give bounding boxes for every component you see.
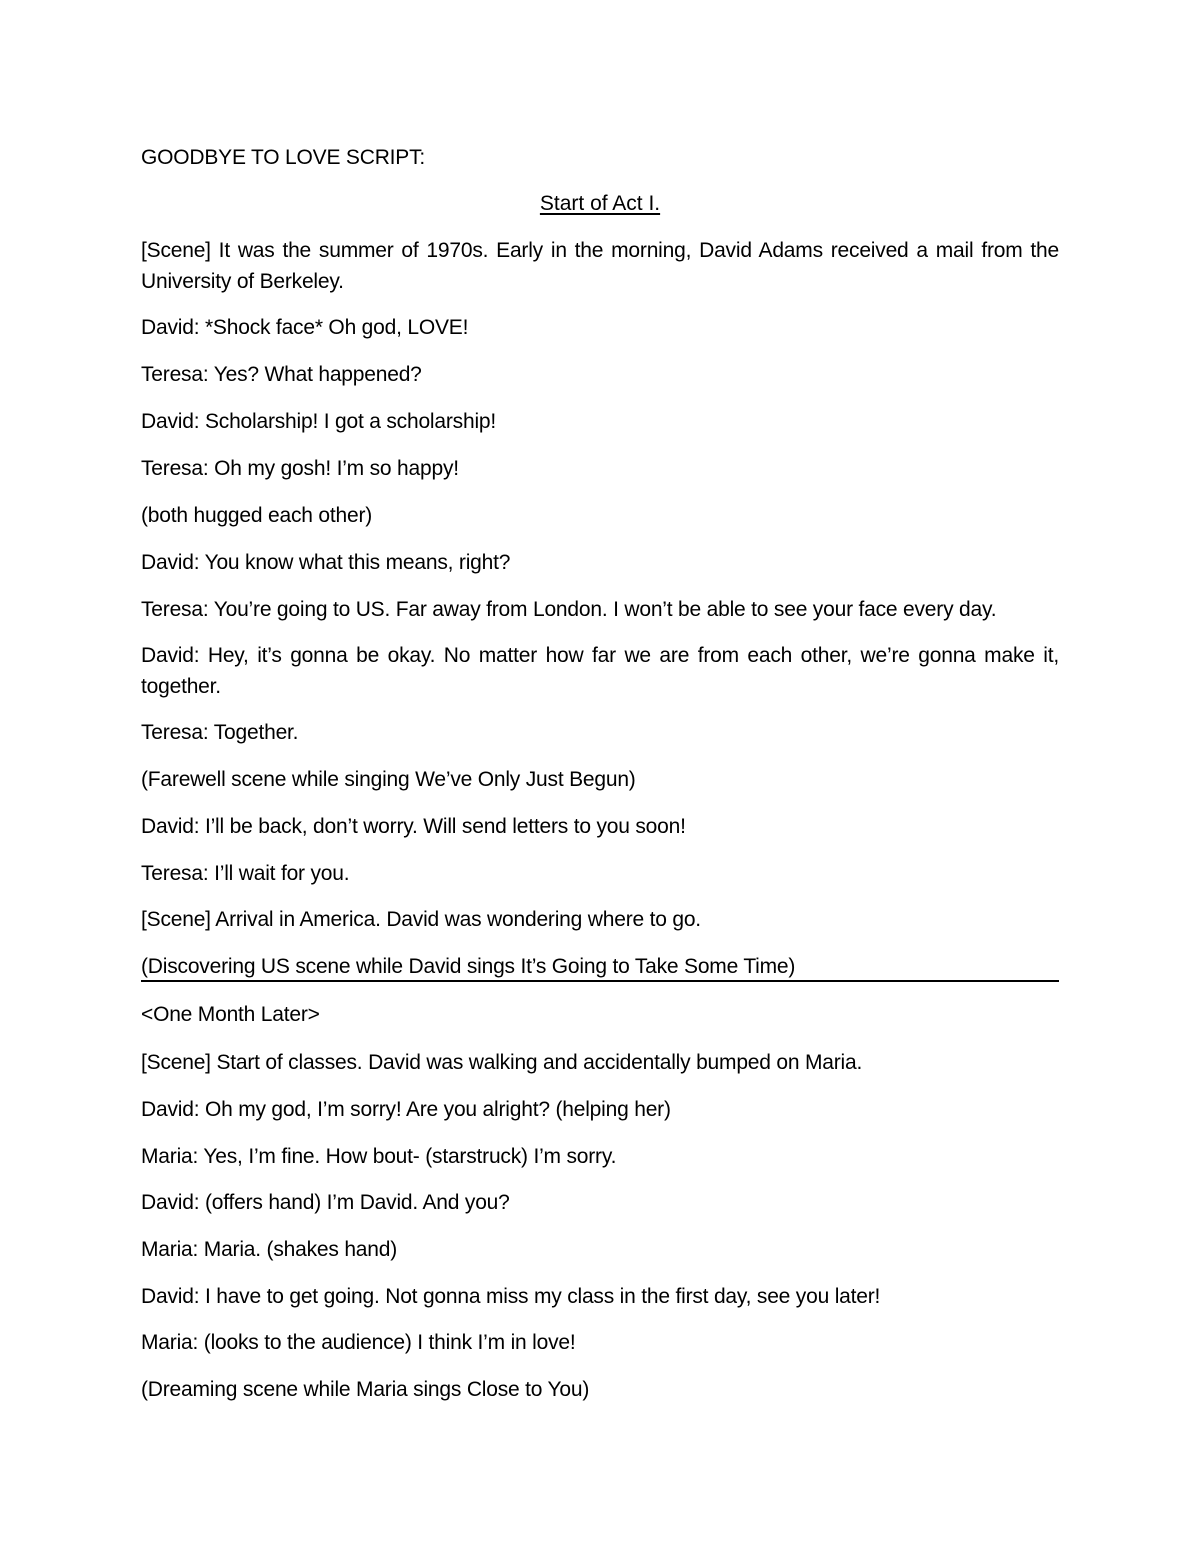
script-line: Teresa: You’re going to US. Far away from London. I won’t be able to see your face every day. [141,598,997,621]
script-line: David: Hey, it’s gonna be okay. No matter how far we are from each other, we’re gonna make it, together. [141,644,1059,698]
section-divider [141,980,1059,982]
script-line: Maria: Maria. (shakes hand) [141,1238,398,1261]
stage-direction: (Discovering US scene while David sings It’s Going to Take Some Time) [141,955,796,978]
time-marker: <One Month Later> [141,1003,320,1026]
document-title: GOODBYE TO LOVE SCRIPT: [141,146,426,169]
script-line: Teresa: I’ll wait for you. [141,862,350,885]
stage-direction: (Dreaming scene while Maria sings Close to You) [141,1378,590,1401]
scene-line: [Scene] Arrival in America. David was wondering where to go. [141,908,701,931]
script-line: Teresa: Oh my gosh! I’m so happy! [141,457,459,480]
script-line: Maria: Yes, I’m fine. How bout- (starstruck) I’m sorry. [141,1145,617,1168]
script-line: David: You know what this means, right? [141,551,511,574]
script-line: David: (offers hand) I’m David. And you? [141,1191,510,1214]
script-line: David: *Shock face* Oh god, LOVE! [141,316,469,339]
act-heading: Start of Act I. [539,192,661,215]
stage-direction: (Farewell scene while singing We’ve Only Just Begun) [141,768,636,791]
script-line: Teresa: Together. [141,721,299,744]
script-line: David: I have to get going. Not gonna miss my class in the first day, see you later! [141,1285,881,1308]
stage-direction: (both hugged each other) [141,504,373,527]
script-line: David: Oh my god, I’m sorry! Are you alright? (helping her) [141,1098,671,1121]
script-line: [Scene] It was the summer of 1970s. Early in the morning, David Adams received a mail from the University of Berkeley. [141,239,1059,293]
script-line: Maria: (looks to the audience) I think I’m in love! [141,1331,576,1354]
scene-line: [Scene] Start of classes. David was walking and accidentally bumped on Maria. [141,1051,863,1074]
script-line: David: I’ll be back, don’t worry. Will send letters to you soon! [141,815,686,838]
script-line: Teresa: Yes? What happened? [141,363,422,386]
script-line: David: Scholarship! I got a scholarship! [141,410,497,433]
